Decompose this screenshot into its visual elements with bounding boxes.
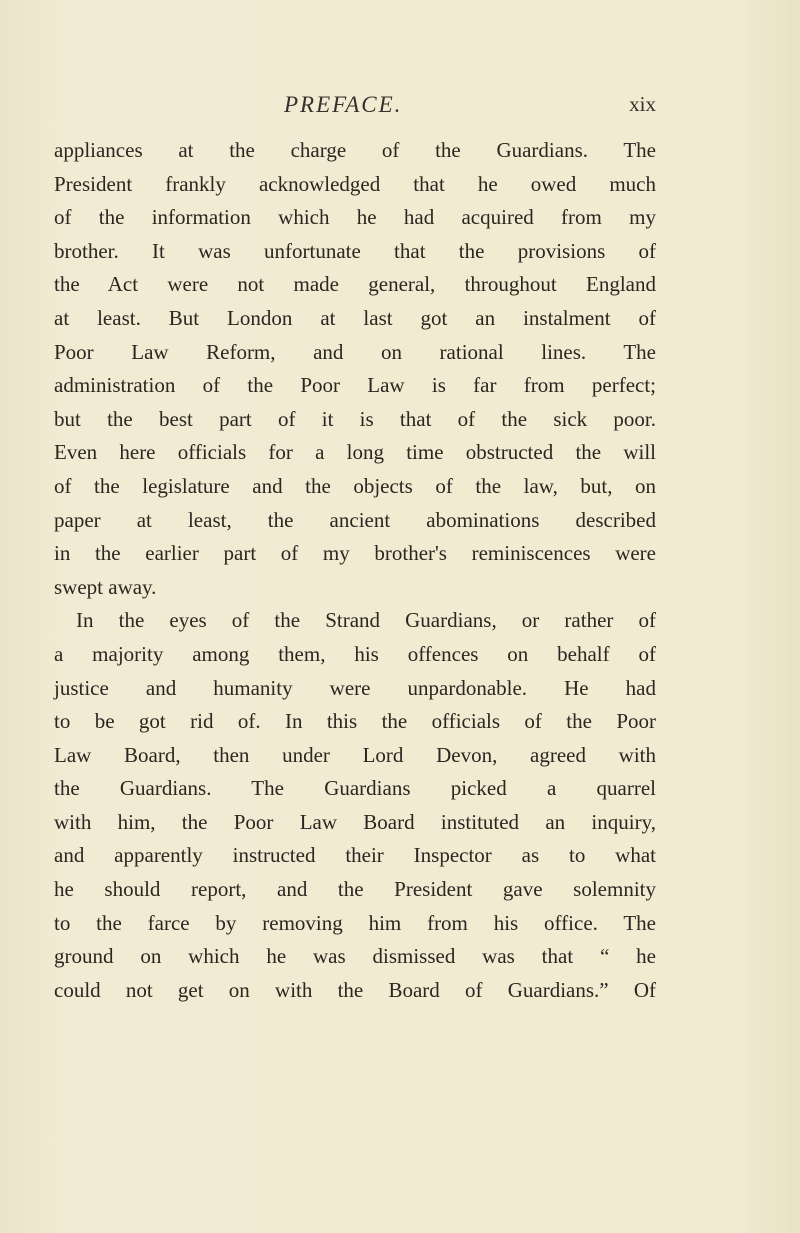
- text-line: brother. It was unfortunate that the provisions of: [54, 238, 656, 263]
- text-line: could not get on with the Board of Guardians.” Of: [54, 977, 656, 1002]
- text-line: of the information which he had acquired from my: [54, 205, 656, 230]
- text-line: Law Board, then under Lord Devon, agreed with: [54, 742, 656, 767]
- text-line: the Act were not made general, throughout England: [54, 272, 656, 297]
- text-line: swept away.: [54, 574, 157, 599]
- text-line: In the eyes of the Strand Guardians, or rather of: [76, 608, 656, 633]
- page-header: [54, 92, 656, 120]
- text-line: Even here officials for a long time obstructed the will: [54, 440, 656, 465]
- text-line: appliances at the charge of the Guardians. The: [54, 138, 656, 162]
- text-line: to be got rid of. In this the officials of the Poor: [54, 709, 656, 734]
- text-line: in the earlier part of my brother's reminiscences were: [54, 541, 656, 566]
- text-line: to the farce by removing him from his office. The: [54, 910, 656, 935]
- text-line: of the legislature and the objects of the law, but, on: [54, 473, 656, 498]
- text-line: a majority among them, his offences on behalf of: [54, 641, 656, 666]
- text-line: paper at least, the ancient abominations described: [54, 507, 656, 532]
- running-title: PREFACE.: [284, 92, 403, 117]
- text-line: ground on which he was dismissed was that “ he: [54, 944, 656, 969]
- text-line: Poor Law Reform, and on rational lines. The: [54, 339, 656, 364]
- text-line: at least. But London at last got an instalment of: [54, 305, 656, 330]
- text-line: justice and humanity were unpardonable. He had: [54, 675, 656, 700]
- text-line: the Guardians. The Guardians picked a quarrel: [54, 776, 656, 801]
- text-line: he should report, and the President gave solemnity: [54, 877, 656, 902]
- body-text: [54, 134, 656, 1007]
- page-number: xix: [629, 92, 656, 116]
- text-line: President frankly acknowledged that he owed much: [54, 171, 656, 196]
- text-line: and apparently instructed their Inspector as to what: [54, 843, 656, 868]
- text-line: but the best part of it is that of the sick poor.: [54, 406, 656, 431]
- text-line: administration of the Poor Law is far from perfect;: [54, 373, 656, 398]
- text-line: with him, the Poor Law Board instituted an inquiry,: [54, 809, 656, 834]
